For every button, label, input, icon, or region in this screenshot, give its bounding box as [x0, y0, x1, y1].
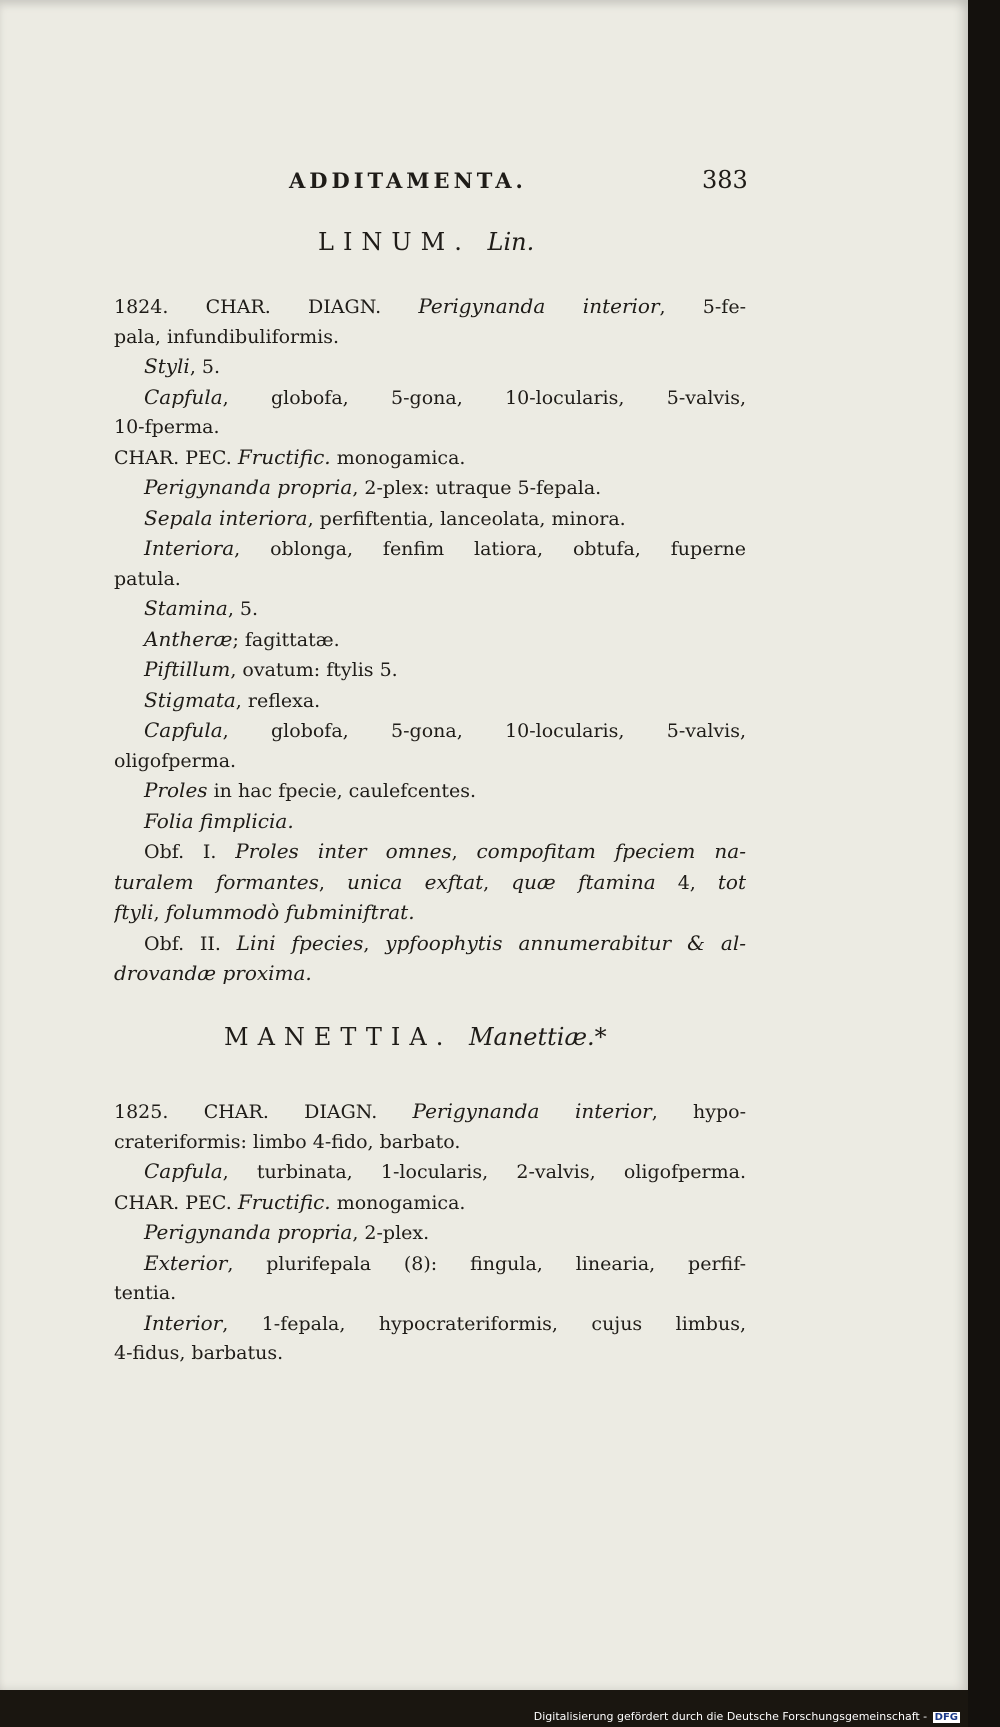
text-line	[114, 383, 746, 414]
text-run: ftyli	[114, 900, 154, 924]
text-line	[114, 959, 746, 990]
section-title-linum	[318, 228, 534, 256]
text-run: 4,	[655, 871, 718, 894]
text-run: , globofa, 5-gona, 10-locularis, 5-valvis,	[222, 720, 746, 742]
text-run: Obf. II.	[144, 932, 237, 955]
text-line	[114, 1249, 746, 1280]
text-line	[114, 504, 746, 535]
text-line	[114, 473, 746, 504]
text-run: crateriformis: limbo 4-fido, barbato.	[114, 1130, 461, 1153]
text-run: pala, infundibuliformis.	[114, 325, 340, 348]
section-title-text: LINUM.	[318, 228, 471, 256]
section-title-manettia	[224, 1023, 607, 1051]
text-run: Fructific.	[237, 1189, 331, 1214]
text-line	[114, 1188, 746, 1219]
text-run: Obf. I.	[144, 841, 236, 863]
section-body-manettia	[114, 1097, 746, 1369]
text-run: , 5-fe-	[659, 296, 746, 318]
text-line	[114, 716, 746, 747]
text-run: 1825.	[114, 1101, 204, 1123]
text-line	[114, 292, 746, 323]
text-run: Proles	[144, 778, 208, 802]
text-run: Capfula	[144, 1159, 223, 1183]
text-line	[114, 1218, 746, 1249]
text-run: ypfoophytis annumerabitur & al-	[385, 930, 746, 955]
text-run: , reflexa.	[235, 689, 321, 712]
text-line	[114, 1128, 746, 1158]
text-run: Sepala interiora	[144, 505, 308, 530]
text-run: 10-fperma.	[114, 416, 220, 438]
text-run: Perigynanda propria	[144, 475, 353, 499]
text-run: Antheræ	[144, 626, 233, 651]
text-line	[114, 747, 746, 777]
text-run: ,	[451, 841, 477, 863]
text-run: , ovatum: ftylis 5.	[230, 659, 398, 681]
text-line	[114, 868, 746, 899]
text-run: folummodò fubminiftrat.	[165, 900, 415, 924]
text-run: Perigynanda interior	[418, 294, 660, 318]
text-run: Fructific.	[237, 444, 331, 469]
text-line	[114, 1157, 746, 1188]
text-run: unica exftat	[346, 869, 484, 894]
text-run: Lini fpecies	[236, 930, 364, 955]
text-run: tentia.	[114, 1282, 177, 1304]
text-run: drovandæ proxima.	[114, 961, 312, 985]
text-run: Piftillum	[144, 657, 231, 681]
text-line	[114, 1097, 746, 1128]
text-run: , globofa, 5-gona, 10-locularis, 5-valvis,	[222, 386, 746, 409]
text-run: , 2-plex.	[352, 1222, 430, 1244]
text-line	[114, 1279, 746, 1309]
text-line	[114, 625, 746, 656]
text-run: turalem formantes	[114, 869, 319, 894]
text-run: Interiora	[144, 536, 235, 560]
text-run: , 5.	[227, 598, 259, 620]
text-run: Exterior	[144, 1250, 228, 1275]
text-run: Styli	[144, 354, 190, 378]
text-run: ,	[363, 932, 386, 955]
text-run: Perigynanda propria	[144, 1220, 353, 1244]
text-run: monogamica.	[330, 1191, 466, 1214]
section-title-italic: Lin.	[487, 228, 535, 256]
text-run: Perigynanda interior	[412, 1099, 652, 1123]
text-run: , 5.	[189, 356, 221, 378]
text-run: Stamina	[144, 596, 228, 620]
text-run: CHAR. DIAGN.	[205, 296, 419, 318]
text-run: CHAR. DIAGN.	[203, 1101, 413, 1123]
text-line	[114, 413, 746, 443]
text-run: compofitam fpeciem na-	[476, 839, 746, 863]
text-line	[114, 443, 746, 474]
text-line	[114, 929, 746, 960]
text-line	[114, 686, 746, 717]
text-run: CHAR. PEC.	[114, 1191, 238, 1214]
text-run: 4-fidus, barbatus.	[114, 1342, 284, 1364]
text-run: oligofperma.	[114, 749, 237, 772]
page-number: 383	[702, 166, 748, 194]
text-run: , oblonga, fenfim latiora, obtufa, fuperne	[234, 538, 746, 560]
text-run: , plurifepala (8): fingula, linearia, perfif-	[227, 1252, 746, 1275]
running-title: ADDITAMENTA.	[289, 168, 527, 193]
text-run: , 1-fepala, hypocrateriformis, cujus limbus,	[222, 1312, 746, 1335]
text-run: monogamica.	[330, 446, 466, 469]
text-line	[114, 776, 746, 807]
text-run: Capfula	[144, 384, 223, 409]
text-run: , 2-plex: utraque 5-fepala.	[352, 477, 602, 499]
text-run: Stigmata	[144, 687, 236, 712]
text-line	[114, 655, 746, 686]
text-line	[114, 807, 746, 838]
text-run: Capfula	[144, 718, 223, 742]
text-run: tot	[717, 869, 746, 894]
dfg-logo: DFG	[934, 1712, 958, 1723]
text-line	[114, 594, 746, 625]
text-run: quæ ftamina	[511, 869, 656, 894]
text-run: ,	[483, 871, 512, 894]
text-run: ,	[153, 902, 166, 924]
text-run: Folia fimplicia.	[144, 808, 294, 833]
text-run: Interior	[144, 1310, 223, 1335]
text-run: ,	[318, 871, 347, 894]
text-line	[114, 352, 746, 383]
text-run: in hac fpecie, caulefcentes.	[207, 780, 477, 802]
text-line	[114, 323, 746, 353]
text-run: Proles inter omnes	[235, 839, 452, 863]
scan-border-bottom	[0, 1690, 968, 1727]
text-line	[114, 1339, 746, 1369]
text-run: patula.	[114, 567, 181, 590]
section-body-linum	[114, 292, 746, 990]
text-line	[114, 565, 746, 595]
text-run: , turbinata, 1-locularis, 2-valvis, oligofperma.	[222, 1161, 746, 1183]
text-line	[114, 1309, 746, 1340]
text-run: , hypo-	[651, 1101, 746, 1123]
credit-text: Digitalisierung gefördert durch die Deutsche Forschungsgemeinschaft -	[533, 1710, 928, 1723]
section-title-italic: Manettiæ.*	[468, 1023, 607, 1051]
text-run: ; fagittatæ.	[232, 628, 340, 651]
text-line	[114, 898, 746, 929]
digitization-credit	[534, 1710, 960, 1723]
text-run: 1824.	[114, 296, 206, 318]
text-run: , perfiftentia, lanceolata, minora.	[307, 507, 626, 530]
text-run: CHAR. PEC.	[114, 446, 238, 469]
text-line	[114, 837, 746, 868]
book-spine	[968, 0, 1000, 1727]
section-title-text: MANETTIA.	[224, 1023, 453, 1051]
text-line	[114, 534, 746, 565]
